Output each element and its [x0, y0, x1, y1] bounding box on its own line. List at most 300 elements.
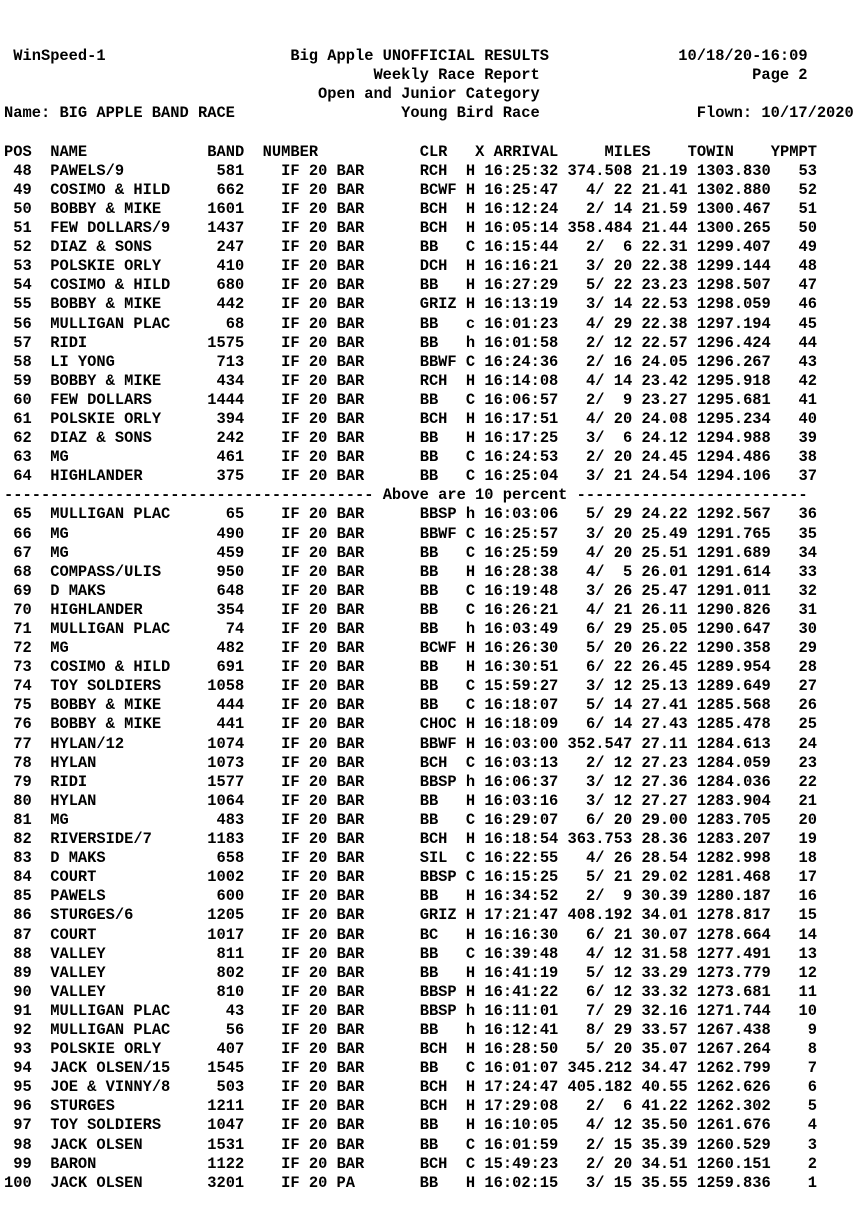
cell-pos: 70	[13, 600, 32, 619]
cell-towin: 26.45	[641, 658, 688, 677]
cell-color: BB	[419, 448, 439, 467]
table-row	[4, 1078, 854, 1097]
cell-name: HIGHLANDER	[50, 467, 143, 486]
cell-sex: C	[465, 467, 476, 486]
cell-pos: 73	[13, 658, 32, 677]
cell-sex: C	[465, 390, 476, 409]
cell-pos: 60	[13, 390, 32, 409]
cell-towin: 34.01	[641, 906, 688, 925]
table-row	[4, 1174, 854, 1193]
cell-ypm: 1300.265	[696, 219, 771, 238]
cell-pos: 59	[13, 371, 32, 390]
cell-towin: 21.59	[641, 199, 688, 218]
cell-points: 21	[798, 791, 817, 810]
cell-points: 5	[807, 1097, 817, 1116]
cell-towin: 30.39	[641, 887, 688, 906]
cell-towin: 41.22	[641, 1097, 688, 1116]
cell-pos: 90	[13, 982, 32, 1001]
cell-miles: 5/ 22	[586, 276, 633, 295]
report-subtitle: Weekly Race Report	[373, 66, 540, 85]
cell-number: IF 20 BAR	[281, 734, 365, 753]
cell-name: TOY SOLDIERS	[50, 1116, 162, 1135]
cell-ypm: 1295.918	[696, 371, 771, 390]
table-row	[4, 658, 854, 677]
table-row	[4, 868, 854, 887]
cell-number: IF 20 BAR	[281, 581, 365, 600]
cell-ypm: 1294.106	[696, 467, 771, 486]
cell-arrival: 16:03:13	[484, 753, 559, 772]
cell-color: BBWF	[419, 524, 457, 543]
cell-band: 375	[216, 467, 245, 486]
cell-sex: H	[465, 429, 476, 448]
cell-ypm: 1290.358	[696, 639, 771, 658]
cell-pos: 72	[13, 639, 32, 658]
cell-color: BB	[419, 390, 439, 409]
cell-points: 23	[798, 753, 817, 772]
cell-color: BBWF	[419, 352, 457, 371]
cell-number: IF 20 BAR	[281, 906, 365, 925]
table-row	[4, 162, 854, 181]
cell-sex: h	[465, 505, 476, 524]
cell-miles: 405.182	[567, 1078, 633, 1097]
cell-towin: 25.51	[641, 543, 688, 562]
cell-miles: 6/ 14	[586, 715, 633, 734]
cell-ypm: 1278.817	[696, 906, 771, 925]
cell-name: JOE & VINNY/8	[50, 1078, 171, 1097]
cell-name: BOBBY & MIKE	[50, 696, 162, 715]
cell-sex: h	[465, 772, 476, 791]
table-row	[4, 983, 854, 1002]
cell-miles: 345.212	[567, 1059, 633, 1078]
cell-ypm: 1299.407	[696, 238, 771, 257]
name-label: Name:	[4, 104, 51, 123]
cell-arrival: 16:19:48	[484, 581, 559, 600]
cell-arrival: 16:15:44	[484, 238, 559, 257]
table-row	[4, 181, 854, 200]
cell-band: 1047	[207, 1116, 245, 1135]
cell-towin: 24.22	[641, 505, 688, 524]
cell-towin: 28.36	[641, 830, 688, 849]
table-row	[4, 429, 854, 448]
cell-name: DIAZ & SONS	[50, 238, 152, 257]
table-row	[4, 353, 854, 372]
cell-number: IF 20 BAR	[281, 1097, 365, 1116]
table-row	[4, 276, 854, 295]
cell-number: IF 20 BAR	[281, 715, 365, 734]
cell-arrival: 16:22:55	[484, 849, 559, 868]
cell-sex: H	[465, 982, 476, 1001]
cell-color: RCH	[419, 371, 448, 390]
cell-band: 1074	[207, 734, 245, 753]
cell-miles: 3/ 20	[586, 257, 633, 276]
cell-band: 441	[216, 715, 245, 734]
cell-band: 3201	[207, 1173, 245, 1192]
cell-band: 1601	[207, 199, 245, 218]
cell-ypm: 1289.954	[696, 658, 771, 677]
table-row	[4, 811, 854, 830]
cell-arrival: 16:01:58	[484, 333, 559, 352]
cell-arrival: 16:18:54	[484, 830, 559, 849]
cell-towin: 25.49	[641, 524, 688, 543]
report-body	[4, 47, 854, 1193]
cell-band: 442	[216, 295, 245, 314]
cell-sex: C	[465, 352, 476, 371]
cell-sex: H	[465, 830, 476, 849]
cell-miles: 352.547	[567, 734, 633, 753]
cell-name: JACK OLSEN	[50, 1135, 143, 1154]
cell-color: BB	[419, 238, 439, 257]
cell-band: 1122	[207, 1154, 245, 1173]
cell-arrival: 16:01:23	[484, 314, 559, 333]
cell-number: IF 20 BAR	[281, 810, 365, 829]
cell-points: 7	[807, 1059, 817, 1078]
table-row	[4, 391, 854, 410]
cell-number: IF 20 BAR	[281, 944, 365, 963]
cell-number: IF 20 BAR	[281, 295, 365, 314]
cell-miles: 6/ 22	[586, 658, 633, 677]
table-row	[4, 754, 854, 773]
cell-number: IF 20 BAR	[281, 753, 365, 772]
cell-miles: 2/ 9	[586, 887, 633, 906]
cell-name: PAWELS	[50, 887, 106, 906]
cell-ypm: 1283.705	[696, 810, 771, 829]
cell-miles: 5/ 20	[586, 639, 633, 658]
cell-towin: 23.27	[641, 390, 688, 409]
cell-color: BCH	[419, 1154, 448, 1173]
cell-arrival: 16:28:38	[484, 562, 559, 581]
cell-band: 410	[216, 257, 245, 276]
cell-color: BCH	[419, 1097, 448, 1116]
cell-arrival: 16:14:08	[484, 371, 559, 390]
table-row	[4, 601, 854, 620]
cell-pos: 84	[13, 868, 32, 887]
cell-sex: C	[465, 238, 476, 257]
cell-points: 45	[798, 314, 817, 333]
cell-points: 29	[798, 639, 817, 658]
cell-arrival: 17:29:08	[484, 1097, 559, 1116]
table-row	[4, 906, 854, 925]
cell-miles: 2/ 9	[586, 390, 633, 409]
cell-ypm: 1296.424	[696, 333, 771, 352]
cell-name: MG	[50, 524, 69, 543]
cell-name: MULLIGAN PLAC	[50, 620, 171, 638]
cell-pos: 57	[13, 333, 32, 352]
cell-name: TOY SOLDIERS	[50, 677, 162, 696]
table-row	[4, 563, 854, 582]
cell-color: BCH	[419, 409, 448, 428]
cell-miles: 4/ 21	[586, 600, 633, 619]
cell-points: 30	[798, 620, 817, 638]
cell-band: 65	[225, 505, 245, 524]
cell-miles: 6/ 29	[586, 620, 633, 638]
cell-points: 13	[798, 944, 817, 963]
cell-ypm: 1291.765	[696, 524, 771, 543]
cell-pos: 48	[13, 161, 32, 180]
cell-band: 713	[216, 352, 245, 371]
separator-dashes-right: -------------------------	[576, 486, 808, 505]
table-row	[4, 525, 854, 544]
cell-sex: C	[465, 448, 476, 467]
cell-color: BB	[419, 1116, 439, 1135]
cell-color: GRIZ	[419, 906, 457, 925]
cell-band: 811	[216, 944, 245, 963]
cell-band: 662	[216, 180, 245, 199]
cell-sex: H	[465, 276, 476, 295]
cell-number: IF 20 BAR	[281, 409, 365, 428]
cell-ypm: 1303.830	[696, 161, 771, 180]
cell-band: 482	[216, 639, 245, 658]
cell-arrival: 16:12:41	[484, 1020, 559, 1039]
cell-number: IF 20 BAR	[281, 791, 365, 810]
cell-name: POLSKIE ORLY	[50, 409, 162, 428]
cell-color: BCH	[419, 830, 448, 849]
cell-towin: 28.54	[641, 849, 688, 868]
cell-towin: 27.36	[641, 772, 688, 791]
cell-pos: 94	[13, 1059, 32, 1078]
cell-miles: 408.192	[567, 906, 633, 925]
cell-ypm: 1298.059	[696, 295, 771, 314]
table-row	[4, 849, 854, 868]
cell-arrival: 16:29:07	[484, 810, 559, 829]
cell-band: 483	[216, 810, 245, 829]
cell-arrival: 16:03:06	[484, 505, 559, 524]
cell-miles: 2/ 14	[586, 199, 633, 218]
cell-miles: 4/ 22	[586, 180, 633, 199]
cell-sex: H	[465, 1040, 476, 1059]
cell-name: MULLIGAN PLAC	[50, 1001, 171, 1020]
table-row	[4, 1097, 854, 1116]
cell-name: HYLAN	[50, 791, 97, 810]
cell-ypm: 1300.467	[696, 199, 771, 218]
cell-points: 25	[798, 715, 817, 734]
cell-pos: 100	[4, 1173, 32, 1192]
cell-points: 46	[798, 295, 817, 314]
table-row	[4, 334, 854, 353]
cell-number: IF 20 BAR	[281, 772, 365, 791]
cell-number: IF 20 BAR	[281, 257, 365, 276]
cell-points: 11	[798, 982, 817, 1001]
cell-miles: 3/ 26	[586, 581, 633, 600]
cell-points: 27	[798, 677, 817, 696]
cell-arrival: 16:15:25	[484, 868, 559, 887]
cell-name: RIDI	[50, 772, 88, 791]
report-category: Open and Junior Category	[318, 85, 540, 104]
cell-ypm: 1273.681	[696, 982, 771, 1001]
separator-dashes-left: ----------------------------------------	[4, 486, 374, 505]
cell-number: IF 20 BAR	[281, 1020, 365, 1039]
cell-band: 810	[216, 982, 245, 1001]
cell-band: 1073	[207, 753, 245, 772]
cell-arrival: 16:41:19	[484, 963, 559, 982]
cell-color: RCH	[419, 161, 448, 180]
cell-pos: 86	[13, 906, 32, 925]
cell-color: BB	[419, 467, 439, 486]
cell-points: 47	[798, 276, 817, 295]
cell-sex: h	[465, 333, 476, 352]
cell-name: PAWELS/9	[50, 161, 125, 180]
race-type: Young Bird Race	[401, 104, 540, 123]
cell-sex: H	[465, 925, 476, 944]
cell-number: IF 20 BAR	[281, 390, 365, 409]
cell-points: 8	[807, 1040, 817, 1059]
cell-name: MULLIGAN PLAC	[50, 1020, 171, 1039]
cell-towin: 30.07	[641, 925, 688, 944]
cell-number: IF 20 PA	[281, 1173, 356, 1192]
table-row	[4, 505, 854, 524]
cell-pos: 56	[13, 314, 32, 333]
cell-arrival: 16:25:57	[484, 524, 559, 543]
cell-ypm: 1282.998	[696, 849, 771, 868]
cell-points: 12	[798, 963, 817, 982]
cell-color: BB	[419, 791, 439, 810]
cell-miles: 5/ 12	[586, 963, 633, 982]
cell-band: 1575	[207, 333, 245, 352]
cell-sex: H	[465, 257, 476, 276]
cell-ypm: 1273.779	[696, 963, 771, 982]
cell-ypm: 1294.988	[696, 429, 771, 448]
cell-name: STURGES/6	[50, 906, 134, 925]
cell-color: BCH	[419, 1040, 448, 1059]
cell-arrival: 16:17:25	[484, 429, 559, 448]
cell-pos: 95	[13, 1078, 32, 1097]
cell-number: IF 20 BAR	[281, 180, 365, 199]
cell-pos: 97	[13, 1116, 32, 1135]
cell-miles: 3/ 6	[586, 429, 633, 448]
column-header-ypm: YPM	[770, 142, 799, 161]
cell-number: IF 20 BAR	[281, 562, 365, 581]
cell-ypm: 1262.302	[696, 1097, 771, 1116]
cell-towin: 29.00	[641, 810, 688, 829]
cell-color: BCWF	[419, 639, 457, 658]
cell-color: BB	[419, 944, 439, 963]
cell-band: 691	[216, 658, 245, 677]
cell-points: 48	[798, 257, 817, 276]
cell-sex: C	[465, 1154, 476, 1173]
cell-pos: 63	[13, 448, 32, 467]
cell-towin: 29.02	[641, 868, 688, 887]
cell-miles: 6/ 12	[586, 982, 633, 1001]
cell-color: BCH	[419, 199, 448, 218]
cell-pos: 74	[13, 677, 32, 696]
cell-points: 28	[798, 658, 817, 677]
table-row	[4, 945, 854, 964]
cell-towin: 23.23	[641, 276, 688, 295]
cell-pos: 91	[13, 1001, 32, 1020]
cell-sex: C	[465, 1059, 476, 1078]
cell-number: IF 20 BAR	[281, 219, 365, 238]
cell-band: 600	[216, 887, 245, 906]
cell-ypm: 1283.904	[696, 791, 771, 810]
table-row	[4, 830, 854, 849]
cell-towin: 24.12	[641, 429, 688, 448]
cell-points: 16	[798, 887, 817, 906]
table-row	[4, 926, 854, 945]
cell-band: 1017	[207, 925, 245, 944]
column-header-band: BAND	[207, 142, 245, 161]
cell-points: 32	[798, 581, 817, 600]
cell-band: 503	[216, 1078, 245, 1097]
cell-miles: 5/ 20	[586, 1040, 633, 1059]
cell-sex: c	[465, 314, 476, 333]
cell-miles: 4/ 12	[586, 944, 633, 963]
cell-number: IF 20 BAR	[281, 467, 365, 486]
cell-ypm: 1280.187	[696, 887, 771, 906]
table-row	[4, 887, 854, 906]
cell-sex: H	[465, 1173, 476, 1192]
cell-towin: 21.44	[641, 219, 688, 238]
cell-color: BB	[419, 963, 439, 982]
cell-number: IF 20 BAR	[281, 639, 365, 658]
page-number: Page 2	[752, 66, 808, 85]
cell-name: COMPASS/ULIS	[50, 562, 162, 581]
cell-towin: 31.58	[641, 944, 688, 963]
cell-band: 1002	[207, 868, 245, 887]
cell-color: GRIZ	[419, 295, 457, 314]
cell-towin: 27.43	[641, 715, 688, 734]
cell-band: 354	[216, 600, 245, 619]
column-header-arrival: ARRIVAL	[493, 142, 559, 161]
table-row	[4, 639, 854, 658]
cell-sex: C	[465, 524, 476, 543]
cell-pos: 79	[13, 772, 32, 791]
cell-pos: 52	[13, 238, 32, 257]
cell-name: MG	[50, 639, 69, 658]
table-row	[4, 1116, 854, 1135]
cell-points: 19	[798, 830, 817, 849]
table-row	[4, 715, 854, 734]
cell-sex: H	[465, 639, 476, 658]
cell-name: MULLIGAN PLAC	[50, 505, 171, 524]
cell-pos: 68	[13, 562, 32, 581]
column-header-row	[4, 143, 854, 162]
cell-towin: 27.11	[641, 734, 688, 753]
cell-color: BCH	[419, 753, 448, 772]
cell-pos: 49	[13, 180, 32, 199]
cell-points: 50	[798, 219, 817, 238]
cell-ypm: 1271.744	[696, 1001, 771, 1020]
table-row	[4, 1021, 854, 1040]
cell-pos: 85	[13, 887, 32, 906]
cell-name: MG	[50, 810, 69, 829]
cell-sex: H	[465, 409, 476, 428]
cell-name: HIGHLANDER	[50, 600, 143, 619]
cell-ypm: 1262.626	[696, 1078, 771, 1097]
cell-pos: 78	[13, 753, 32, 772]
cell-points: 20	[798, 810, 817, 829]
cell-sex: h	[465, 1020, 476, 1039]
cell-color: BB	[419, 1020, 439, 1039]
cell-arrival: 16:06:37	[484, 772, 559, 791]
cell-ypm: 1262.799	[696, 1059, 771, 1078]
cell-miles: 4/ 26	[586, 849, 633, 868]
cell-color: BCH	[419, 1078, 448, 1097]
cell-towin: 35.55	[641, 1173, 688, 1192]
cell-towin: 24.05	[641, 352, 688, 371]
cell-towin: 21.41	[641, 180, 688, 199]
cell-points: 4	[807, 1116, 817, 1135]
table-row	[4, 200, 854, 219]
cell-color: BCH	[419, 219, 448, 238]
cell-miles: 3/ 12	[586, 677, 633, 696]
cell-points: 3	[807, 1135, 817, 1154]
cell-name: FEW DOLLARS	[50, 390, 152, 409]
cell-band: 1183	[207, 830, 245, 849]
cell-band: 581	[216, 161, 245, 180]
cell-number: IF 20 BAR	[281, 982, 365, 1001]
cell-pos: 71	[13, 620, 32, 638]
cell-points: 18	[798, 849, 817, 868]
cell-name: LI YONG	[50, 352, 115, 371]
